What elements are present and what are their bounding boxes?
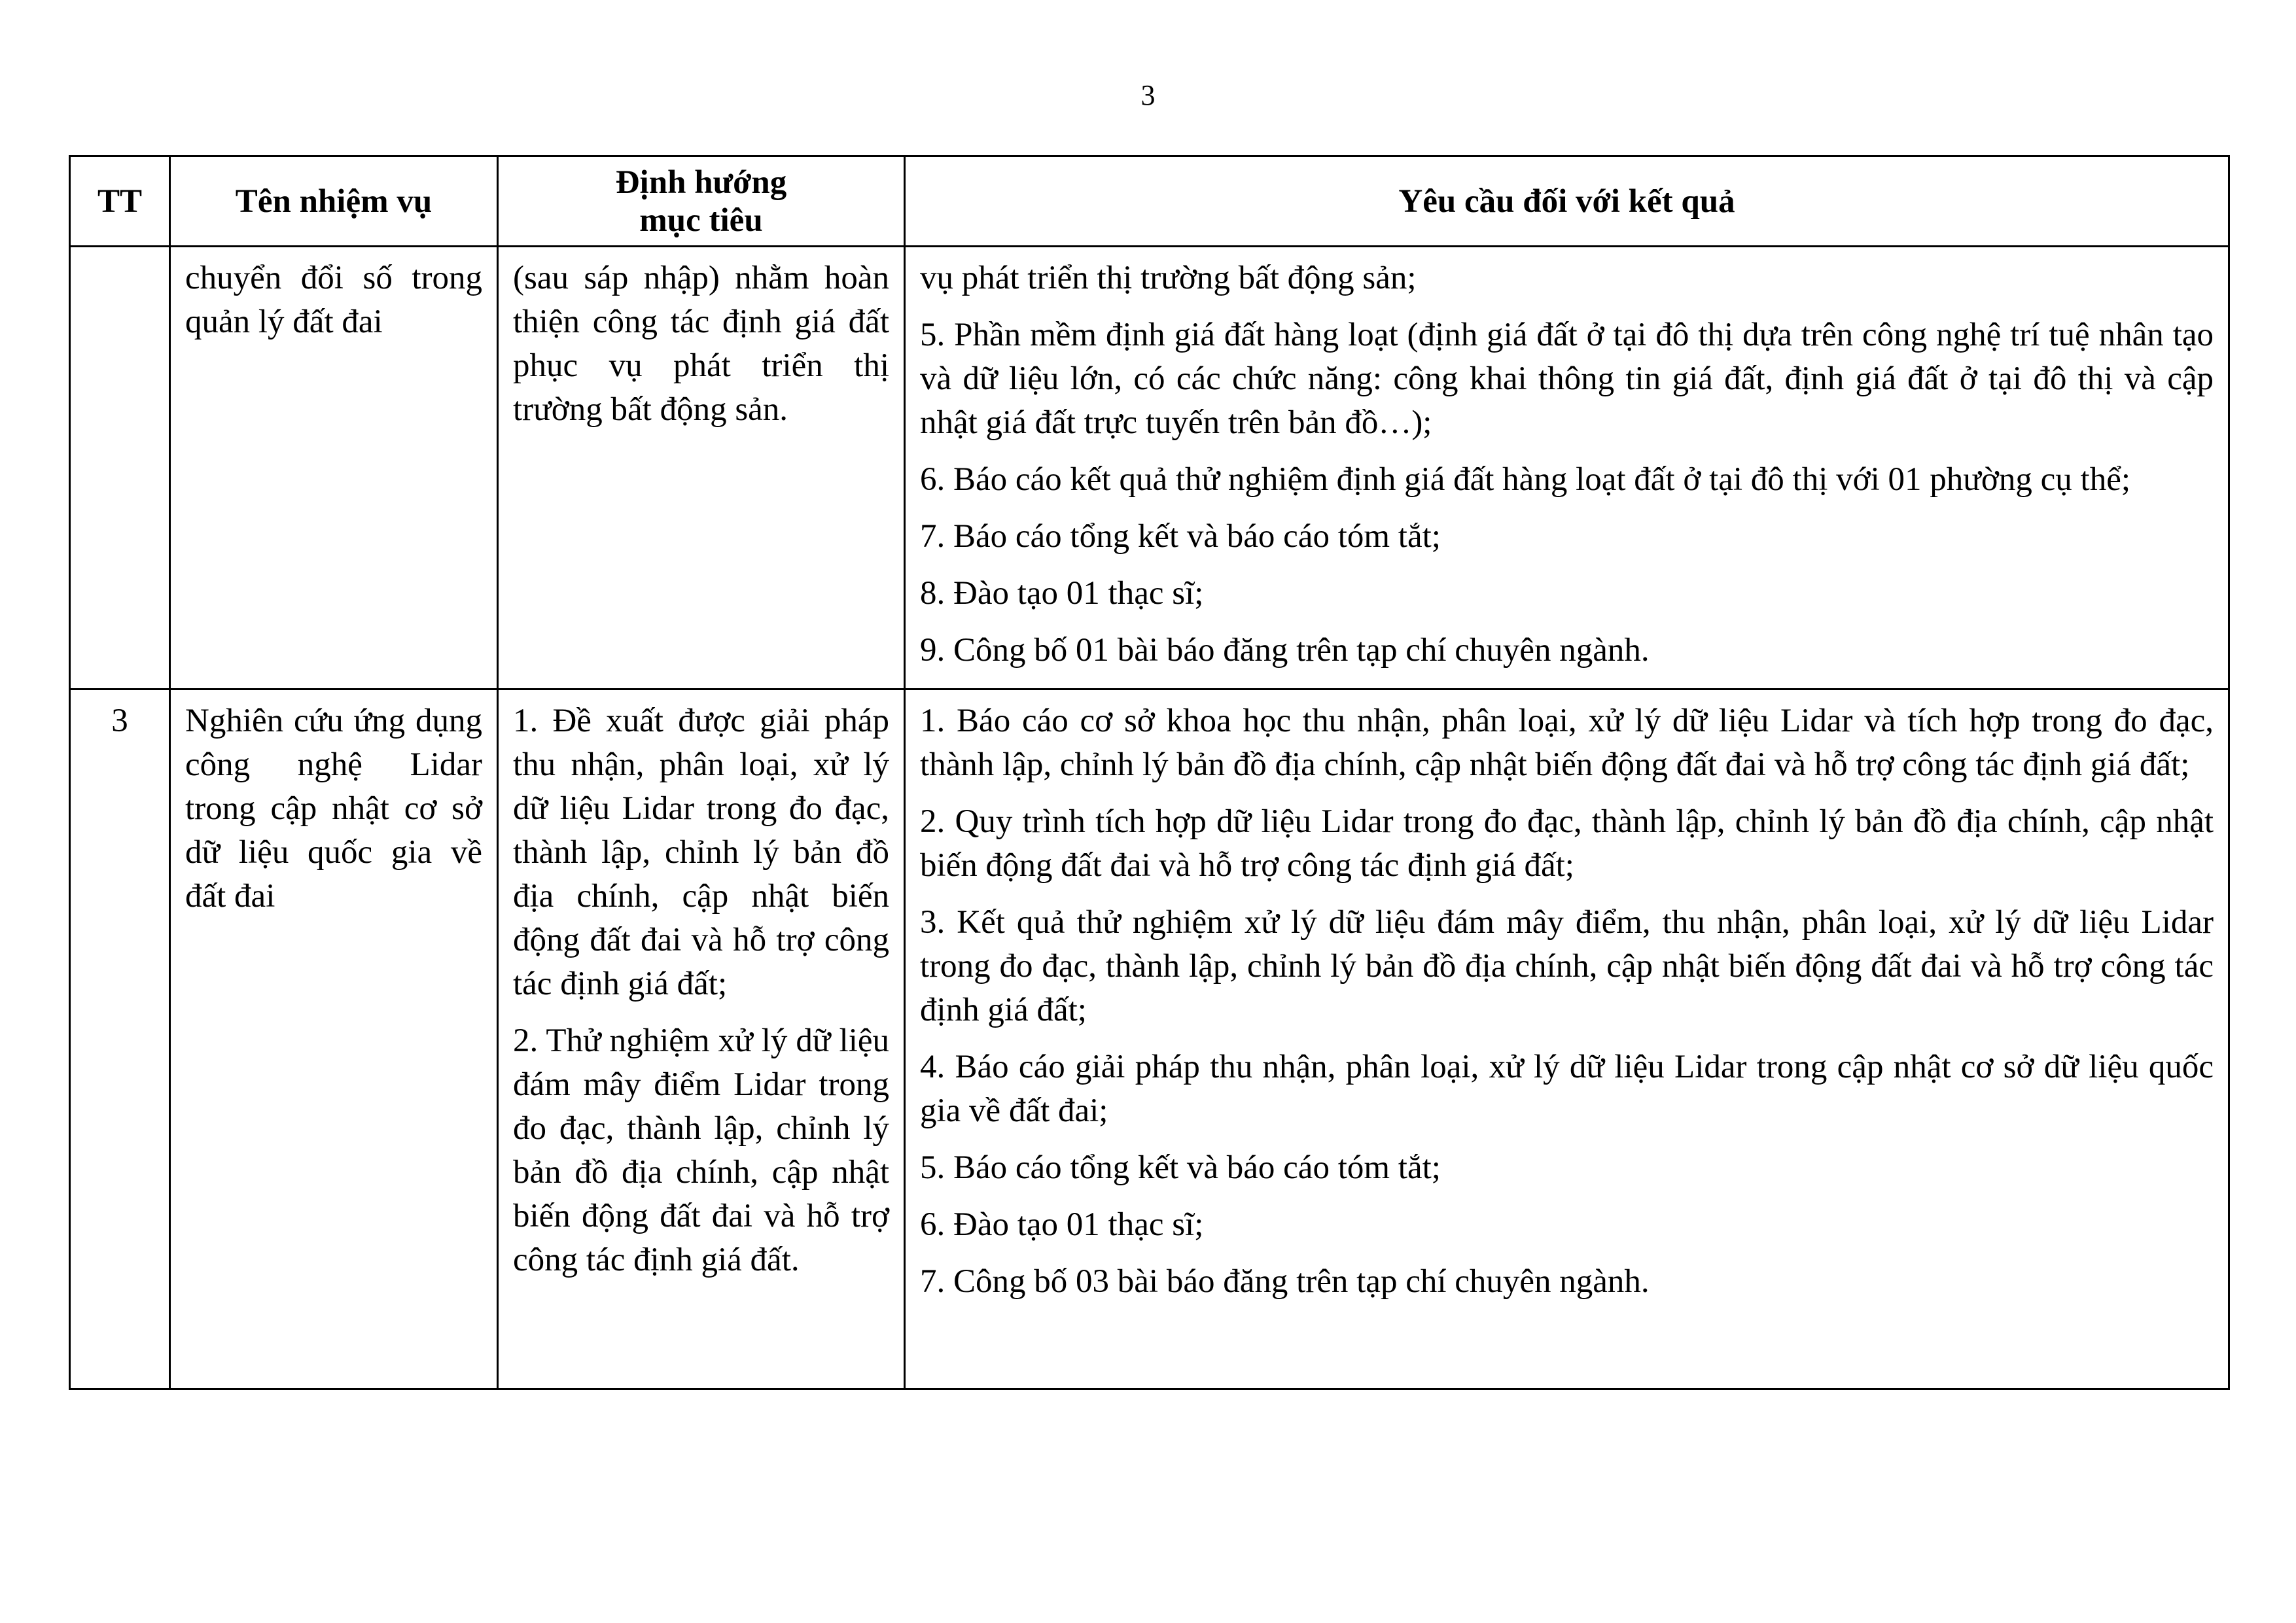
requirement-item: 9. Công bố 01 bài báo đăng trên tạp chí chuyên ngành. xyxy=(920,632,1650,669)
table-row xyxy=(70,689,2229,1389)
requirement-item: 6. Báo cáo kết quả thử nghiệm định giá đất hàng loạt đất ở tại đô thị với 01 phường cụ thể; xyxy=(920,461,2130,498)
requirement-item: 4. Báo cáo giải pháp thu nhận, phân loại, xử lý dữ liệu Lidar trong cập nhật cơ sở dữ liệu quốc gia về đất đai; xyxy=(920,1049,2214,1129)
row-tt: 3 xyxy=(70,689,170,1389)
header-requirements: Yêu cầu đối với kết quả xyxy=(905,156,2229,247)
header-tt: TT xyxy=(70,156,170,247)
row-goal-cell xyxy=(498,689,905,1389)
requirement-item: 7. Công bố 03 bài báo đăng trên tạp chí chuyên ngành. xyxy=(920,1263,1650,1300)
row-requirements-cell xyxy=(905,247,2229,689)
header-goal xyxy=(498,156,905,247)
header-goal-line1: Định hướng xyxy=(615,164,787,201)
requirement-item: 2. Quy trình tích hợp dữ liệu Lidar trong đo đạc, thành lập, chỉnh lý bản đồ địa chính, cập nhật biến động đất đai và hỗ trợ công tác định giá đất; xyxy=(920,803,2214,884)
goal-item: (sau sáp nhập) nhằm hoàn thiện công tác định giá đất phục vụ phát triển thị trường bất động sản. xyxy=(513,260,889,428)
requirement-item: 5. Phần mềm định giá đất hàng loạt (định giá đất ở tại đô thị dựa trên công nghệ trí tuệ nhân tạo và dữ liệu lớn, có các chức năng: công khai thông tin giá đất, định giá đất ở tại đô thị và cập nhật giá đất trực tuyến trên bản đồ…); xyxy=(920,317,2214,441)
goal-item: 1. Đề xuất được giải pháp thu nhận, phân loại, xử lý dữ liệu Lidar trong đo đạc, thành lập, chỉnh lý bản đồ địa chính, cập nhật biến động đất đai và hỗ trợ công tác định giá đất; xyxy=(513,703,889,1002)
requirement-item: 5. Báo cáo tổng kết và báo cáo tóm tắt; xyxy=(920,1149,1441,1186)
table-row xyxy=(70,247,2229,689)
requirement-item: 6. Đào tạo 01 thạc sĩ; xyxy=(920,1206,1204,1243)
requirement-item: 3. Kết quả thử nghiệm xử lý dữ liệu đám mây điểm, thu nhận, phân loại, xử lý dữ liệu Lidar trong đo đạc, thành lập, chỉnh lý bản đồ địa chính, cập nhật biến động đất đai và hỗ trợ công tác định giá đất; xyxy=(920,904,2214,1028)
requirement-item: 8. Đào tạo 01 thạc sĩ; xyxy=(920,575,1204,612)
row-task-name: chuyển đổi số trong quản lý đất đai xyxy=(170,247,498,689)
page-number: 3 xyxy=(1140,79,1156,111)
tasks-table xyxy=(69,155,2230,1390)
row-goal-cell xyxy=(498,247,905,689)
header-task-name: Tên nhiệm vụ xyxy=(170,156,498,247)
header-goal-line2: mục tiêu xyxy=(639,201,763,239)
row-tt xyxy=(70,247,170,689)
row-task-name: Nghiên cứu ứng dụng công nghệ Lidar trong cập nhật cơ sở dữ liệu quốc gia về đất đai xyxy=(170,689,498,1389)
row-requirements-cell xyxy=(905,689,2229,1389)
requirement-item: vụ phát triển thị trường bất động sản; xyxy=(920,260,1417,296)
requirement-item: 7. Báo cáo tổng kết và báo cáo tóm tắt; xyxy=(920,518,1441,555)
requirement-item: 1. Báo cáo cơ sở khoa học thu nhận, phân loại, xử lý dữ liệu Lidar và tích hợp trong đo đạc, thành lập, chỉnh lý bản đồ địa chính, cập nhật biến động đất đai và hỗ trợ công tác định giá đất; xyxy=(920,703,2214,783)
table-header-row xyxy=(70,156,2229,247)
goal-item: 2. Thử nghiệm xử lý dữ liệu đám mây điểm Lidar trong đo đạc, thành lập, chỉnh lý bản đồ địa chính, cập nhật biến động đất đai và hỗ trợ công tác định giá đất. xyxy=(513,1022,889,1278)
